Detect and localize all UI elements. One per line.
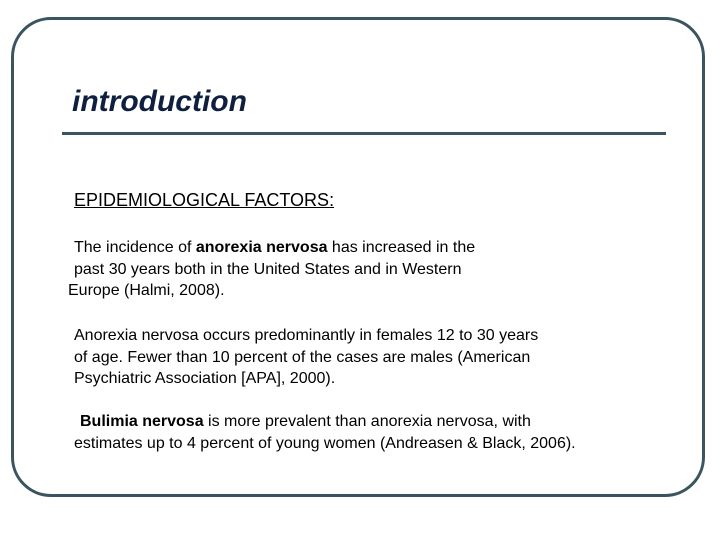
text-run: has increased in the [327,239,476,256]
paragraph-prevalence-females [74,325,538,390]
section-heading-text: EPIDEMIOLOGICAL FACTORS [74,190,330,210]
slide-title: introduction [72,85,247,118]
text-run: is more prevalent than anorexia nervosa, with [203,413,531,430]
paragraph-prevalence-line-2: of age. Fewer than 10 percent of the cases are males (American [74,348,531,366]
paragraph-incidence-line-3: Europe (Halmi, 2008). [68,282,225,299]
paragraph-bulimia-line-1 [80,411,576,433]
text-run: The incidence of [74,239,196,256]
paragraph-incidence-line-1 [74,237,475,259]
section-heading [74,189,334,211]
paragraph-bulimia-line-2: estimates up to 4 percent of young women (Andreasen & Black, 2006). [74,434,576,452]
section-heading-colon: : [329,190,335,210]
paragraph-incidence-line-2: past 30 years both in the United States and in Western [74,260,462,278]
term-bulimia-nervosa: Bulimia nervosa [80,413,204,430]
paragraph-bulimia [74,411,576,454]
paragraph-prevalence-line-1: Anorexia nervosa occurs predominantly in females 12 to 30 years [74,327,539,344]
term-anorexia-nervosa: anorexia nervosa [195,239,328,256]
title-divider [62,132,666,135]
paragraph-incidence [68,237,476,302]
paragraph-prevalence-line-3: Psychiatric Association [APA], 2000). [74,370,336,387]
